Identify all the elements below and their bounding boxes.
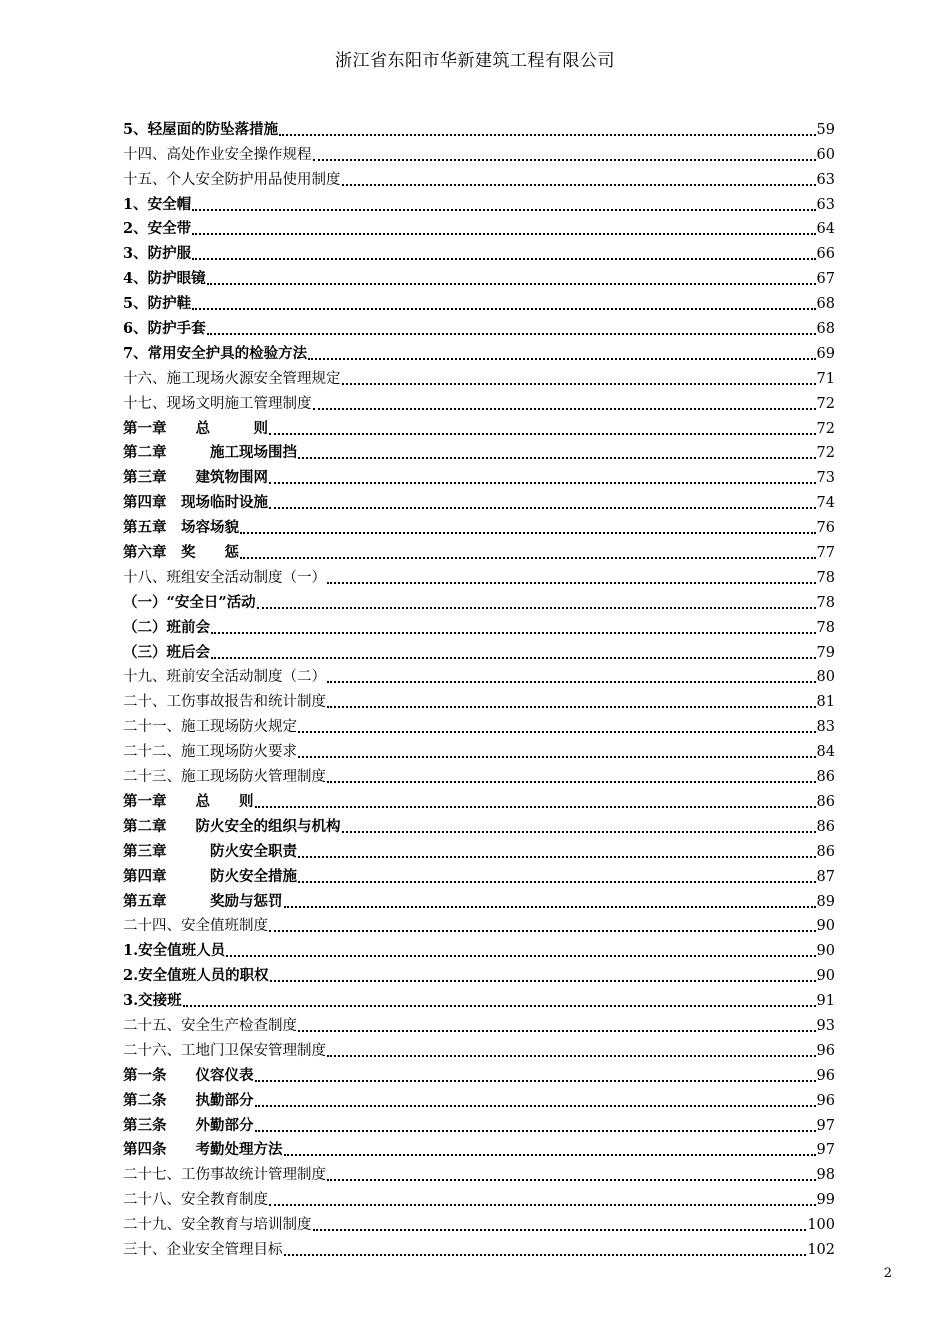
toc-entry-page: 72 (816, 395, 835, 412)
toc-leader-dots (207, 319, 816, 335)
toc-entry-page: 86 (816, 843, 835, 860)
toc-entry-title: 第三条 外勤部分 (123, 1116, 254, 1134)
toc-entry-page: 89 (816, 893, 835, 910)
toc-entry-title: 二十一、施工现场防火规定 (123, 719, 297, 736)
toc-entry[interactable] (123, 288, 835, 313)
toc-entry[interactable] (123, 164, 835, 189)
toc-entry[interactable] (123, 1035, 835, 1060)
toc-entry[interactable] (123, 1184, 835, 1209)
toc-entry[interactable] (123, 1085, 835, 1110)
toc-leader-dots (313, 1215, 807, 1231)
toc-entry-title: 4、防护眼镜 (123, 270, 206, 288)
toc-entry-page: 90 (816, 968, 835, 985)
toc-entry[interactable] (123, 413, 835, 438)
toc-entry-title: 三十、企业安全管理目标 (123, 1241, 283, 1258)
toc-entry-title: 第一章 总 则 (123, 419, 268, 437)
toc-entry-page: 74 (816, 495, 835, 512)
toc-entry[interactable] (123, 263, 835, 288)
toc-entry[interactable] (123, 836, 835, 861)
toc-entry-title: 1、安全帽 (123, 195, 192, 213)
toc-leader-dots (183, 991, 816, 1007)
toc-entry-title: 3、防护服 (123, 245, 192, 263)
toc-entry-page: 68 (816, 296, 835, 313)
toc-entry-title: （三）班后会 (123, 643, 210, 661)
toc-leader-dots (342, 369, 816, 385)
toc-entry-title: 第四章 防火安全措施 (123, 867, 297, 885)
toc-entry-title: 3.交接班 (123, 992, 182, 1010)
toc-leader-dots (298, 717, 816, 733)
toc-entry-page: 86 (816, 769, 835, 786)
toc-entry-page: 87 (816, 868, 835, 885)
toc-leader-dots (327, 1041, 816, 1057)
toc-entry-page: 66 (816, 246, 835, 263)
toc-entry[interactable] (123, 886, 835, 911)
toc-entry-page: 68 (816, 321, 835, 338)
toc-entry[interactable] (123, 1209, 835, 1234)
toc-entry-title: 二十三、施工现场防火管理制度 (123, 769, 326, 786)
toc-entry-page: 64 (816, 221, 835, 238)
toc-entry-title: 十七、现场文明施工管理制度 (123, 395, 312, 412)
toc-entry-page: 60 (816, 146, 835, 163)
toc-entry-page: 59 (816, 121, 835, 138)
toc-entry[interactable] (123, 861, 835, 886)
toc-entry[interactable] (123, 214, 835, 239)
toc-leader-dots (298, 1016, 816, 1032)
toc-entry-title: 十八、班组安全活动制度（一） (123, 569, 326, 586)
toc-leader-dots (269, 1190, 816, 1206)
toc-leader-dots (211, 618, 816, 634)
toc-leader-dots (192, 195, 815, 211)
toc-leader-dots (255, 792, 816, 808)
toc-entry-title: 十五、个人安全防护用品使用制度 (123, 171, 341, 188)
toc-leader-dots (240, 543, 816, 559)
toc-entry-page: 96 (816, 1092, 835, 1109)
toc-entry-title: 十六、施工现场火源安全管理规定 (123, 370, 341, 387)
toc-entry-title: 5、轻屋面的防坠落措施 (123, 120, 279, 138)
toc-entry-title: 第五章 场容场貌 (123, 519, 239, 537)
toc-entry-title: 2、安全带 (123, 220, 192, 238)
toc-entry[interactable] (123, 736, 835, 761)
toc-leader-dots (284, 892, 816, 908)
toc-entry[interactable] (123, 786, 835, 811)
toc-entry[interactable] (123, 1010, 835, 1035)
toc-entry[interactable] (123, 139, 835, 164)
toc-entry-page: 86 (816, 818, 835, 835)
toc-entry-title: 二十七、工伤事故统计管理制度 (123, 1167, 326, 1184)
toc-entry-page: 80 (816, 669, 835, 686)
toc-entry[interactable] (123, 761, 835, 786)
toc-entry[interactable] (123, 114, 835, 139)
toc-leader-dots (308, 344, 815, 360)
toc-entry[interactable] (123, 637, 835, 662)
toc-entry-page: 93 (816, 1017, 835, 1034)
toc-entry[interactable] (123, 811, 835, 836)
toc-leader-dots (270, 966, 816, 982)
toc-leader-dots (269, 493, 816, 509)
toc-entry-page: 69 (816, 345, 835, 362)
toc-entry[interactable] (123, 662, 835, 687)
toc-entry-page: 77 (816, 545, 835, 562)
toc-entry[interactable] (123, 935, 835, 960)
toc-leader-dots (342, 170, 816, 186)
toc-entry[interactable] (123, 960, 835, 985)
toc-entry-title: 第五章 奖励与惩罚 (123, 892, 283, 910)
toc-entry[interactable] (123, 1135, 835, 1160)
toc-entry-page: 91 (816, 993, 835, 1010)
toc-leader-dots (269, 419, 816, 435)
page-number: 2 (883, 1266, 892, 1281)
toc-entry-title: 二十、工伤事故报告和统计制度 (123, 694, 326, 711)
toc-entry-title: （二）班前会 (123, 618, 210, 636)
toc-entry[interactable] (123, 487, 835, 512)
toc-leader-dots (255, 1116, 816, 1132)
toc-entry[interactable] (123, 911, 835, 936)
toc-entry-title: 第四章 现场临时设施 (123, 494, 268, 512)
toc-entry-page: 72 (816, 420, 835, 437)
toc-entry[interactable] (123, 686, 835, 711)
toc-entry-page: 99 (816, 1192, 835, 1209)
toc-entry[interactable] (123, 1159, 835, 1184)
toc-entry-title: 二十六、工地门卫保安管理制度 (123, 1042, 326, 1059)
toc-entry-page: 78 (816, 594, 835, 611)
toc-entry-page: 100 (807, 1217, 835, 1234)
toc-entry-title: 二十八、安全教育制度 (123, 1192, 268, 1209)
toc-entry-page: 96 (816, 1067, 835, 1084)
toc-entry-title: 十四、高处作业安全操作规程 (123, 146, 312, 163)
toc-leader-dots (298, 443, 816, 459)
toc-entry-title: 第四条 考勤处理方法 (123, 1141, 283, 1159)
toc-leader-dots (255, 1091, 816, 1107)
toc-entry-title: 1.安全值班人员 (123, 942, 226, 960)
toc-entry-page: 76 (816, 520, 835, 537)
toc-entry-page: 90 (816, 918, 835, 935)
toc-entry[interactable] (123, 711, 835, 736)
toc-leader-dots (240, 518, 816, 534)
toc-leader-dots (192, 219, 815, 235)
toc-entry-title: 十九、班前安全活动制度（二） (123, 669, 326, 686)
toc-leader-dots (284, 1240, 807, 1256)
toc-entry-page: 63 (816, 196, 835, 213)
toc-entry-page: 67 (816, 271, 835, 288)
toc-entry[interactable] (123, 438, 835, 463)
toc-entry-page: 96 (816, 1042, 835, 1059)
toc-entry-title: 第三章 防火安全职责 (123, 842, 297, 860)
toc-entry[interactable] (123, 537, 835, 562)
toc-entry-title: 第二章 施工现场围挡 (123, 444, 297, 462)
toc-leader-dots (298, 842, 816, 858)
toc-entry-title: 第一章 总 则 (123, 792, 254, 810)
toc-entry-page: 81 (816, 694, 835, 711)
toc-entry[interactable] (123, 985, 835, 1010)
toc-entry-page: 102 (807, 1241, 835, 1258)
toc-entry[interactable] (123, 388, 835, 413)
toc-entry-page: 98 (816, 1167, 835, 1184)
toc-entry[interactable] (123, 612, 835, 637)
toc-leader-dots (327, 767, 816, 783)
toc-leader-dots (313, 394, 816, 410)
toc-leader-dots (226, 941, 815, 957)
toc-leader-dots (257, 593, 816, 609)
toc-entry[interactable] (123, 338, 835, 363)
toc-leader-dots (298, 742, 816, 758)
toc-entry-page: 86 (816, 793, 835, 810)
toc-entry[interactable] (123, 238, 835, 263)
toc-entry-title: （一）“安全日”活动 (123, 593, 256, 611)
toc-entry-title: 第三章 建筑物围网 (123, 469, 268, 487)
toc-leader-dots (298, 867, 816, 883)
toc-entry-page: 71 (816, 370, 835, 387)
toc-entry-page: 97 (816, 1142, 835, 1159)
toc-entry[interactable] (123, 587, 835, 612)
toc-entry-title: 5、防护鞋 (123, 295, 192, 313)
toc-entry[interactable] (123, 462, 835, 487)
toc-leader-dots (327, 1165, 816, 1181)
toc-entry-page: 79 (816, 644, 835, 661)
toc-leader-dots (192, 294, 815, 310)
toc-entry-page: 78 (816, 569, 835, 586)
toc-entry[interactable] (123, 512, 835, 537)
toc-entry-page: 78 (816, 619, 835, 636)
toc-entry-title: 第六章 奖 惩 (123, 544, 239, 562)
toc-leader-dots (255, 1066, 816, 1082)
toc-leader-dots (207, 269, 816, 285)
toc-entry-page: 84 (816, 744, 835, 761)
toc-entry[interactable] (123, 313, 835, 338)
toc-entry[interactable] (123, 1234, 835, 1259)
toc-entry-title: 第二条 执勤部分 (123, 1091, 254, 1109)
page-header-company: 浙江省东阳市华新建筑工程有限公司 (335, 51, 615, 71)
toc-entry-page: 63 (816, 171, 835, 188)
toc-leader-dots (269, 468, 816, 484)
toc-leader-dots (269, 916, 816, 932)
toc-leader-dots (313, 145, 816, 161)
toc-entry-page: 83 (816, 719, 835, 736)
toc-entry[interactable] (123, 1110, 835, 1135)
toc-leader-dots (327, 667, 816, 683)
toc-entry-title: 7、常用安全护具的检验方法 (123, 344, 308, 362)
toc-entry-title: 2.安全值班人员的职权 (123, 967, 269, 985)
toc-leader-dots (327, 568, 816, 584)
toc-entry-title: 二十九、安全教育与培训制度 (123, 1217, 312, 1234)
toc-entry-page: 97 (816, 1117, 835, 1134)
table-of-contents (123, 114, 835, 1259)
toc-entry[interactable] (123, 562, 835, 587)
toc-leader-dots (327, 692, 816, 708)
toc-entry[interactable] (123, 1060, 835, 1085)
toc-entry[interactable] (123, 363, 835, 388)
toc-leader-dots (211, 643, 816, 659)
toc-entry-page: 73 (816, 470, 835, 487)
toc-leader-dots (192, 244, 815, 260)
toc-entry-title: 二十五、安全生产检查制度 (123, 1017, 297, 1034)
toc-entry-title: 第一条 仪容仪表 (123, 1066, 254, 1084)
toc-entry-page: 72 (816, 445, 835, 462)
toc-entry-title: 第二章 防火安全的组织与机构 (123, 817, 341, 835)
toc-entry-page: 90 (816, 943, 835, 960)
toc-leader-dots (284, 1140, 816, 1156)
toc-entry-title: 二十四、安全值班制度 (123, 918, 268, 935)
toc-leader-dots (279, 120, 815, 136)
toc-entry-title: 6、防护手套 (123, 320, 206, 338)
toc-entry[interactable] (123, 189, 835, 214)
toc-leader-dots (342, 817, 816, 833)
toc-entry-title: 二十二、施工现场防火要求 (123, 744, 297, 761)
